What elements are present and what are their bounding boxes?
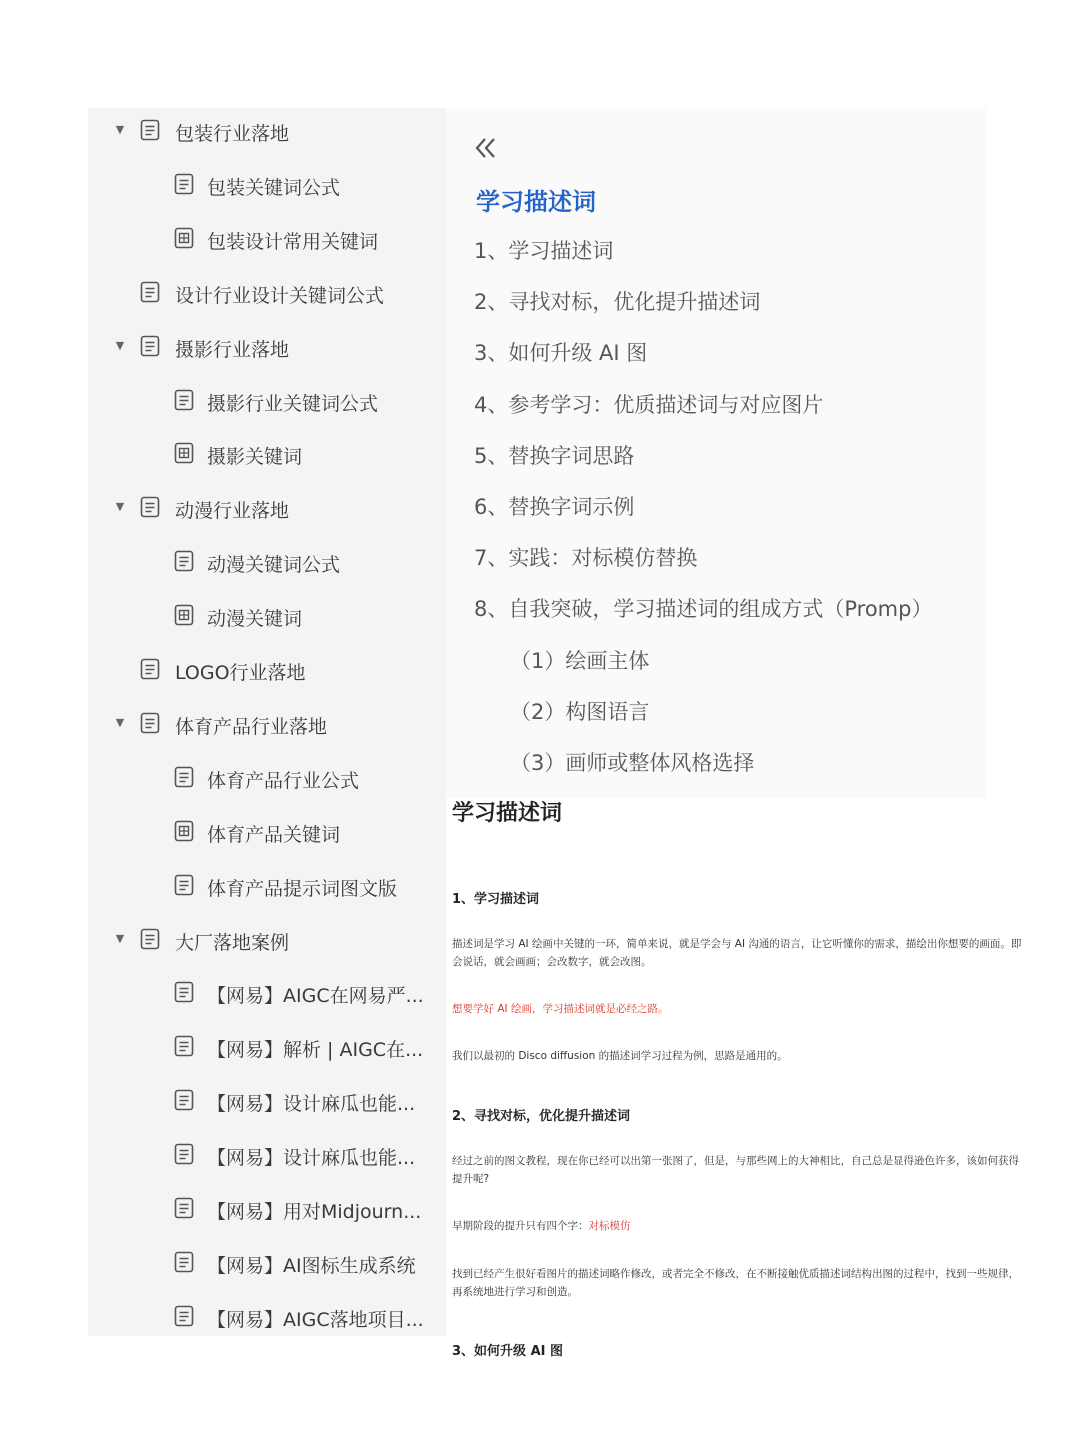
- sidebar-item-label: 体育产品行业落地: [175, 715, 328, 738]
- sidebar-item-label: 体育产品行业公式: [207, 769, 360, 792]
- sidebar-tree: [88, 108, 446, 1336]
- section1-paragraph-1: 描述词是学习 AI 绘画中关键的一环，简单来说，就是学会与 AI 沟通的语言，让它听懂你的需求，描绘出你想要的画面。即会说话，就会画画；会改数字，就会改图。: [452, 938, 1022, 968]
- sidebar-item-label: 体育产品提示词图文版: [207, 877, 398, 900]
- caret-down-icon[interactable]: ▼: [115, 338, 125, 352]
- sidebar-item-label: 【网易】用对Midjourn...: [207, 1201, 422, 1223]
- doc-icon: [174, 981, 194, 1003]
- sidebar-item[interactable]: [88, 1026, 446, 1066]
- sidebar-item-label: 动漫行业落地: [175, 500, 290, 523]
- caret-down-icon[interactable]: ▼: [115, 715, 125, 729]
- section1-paragraph-3: 我们以最初的 Disco diffusion 的描述词学习过程为例，思路是通用的。: [452, 1050, 788, 1062]
- sidebar-item-label: 大厂落地案例: [175, 931, 290, 954]
- toc-item[interactable]: 5、替换字词思路: [474, 443, 635, 468]
- sidebar-item[interactable]: [88, 1296, 446, 1336]
- toc-item[interactable]: （1）绘画主体: [510, 648, 650, 673]
- sheet-icon: [174, 442, 194, 464]
- toc-item[interactable]: 8、自我突破，学习描述词的组成方式（Promp）: [474, 597, 933, 622]
- sidebar-item-label: 摄影关键词: [207, 446, 303, 469]
- sidebar-item[interactable]: [88, 649, 446, 689]
- caret-down-icon[interactable]: ▼: [115, 931, 125, 945]
- sidebar-item-label: 摄影行业关键词公式: [207, 392, 379, 415]
- toc-item[interactable]: 3、如何升级 AI 图: [474, 341, 648, 366]
- sidebar-item-label: 包装行业落地: [175, 123, 290, 145]
- section-heading-1: 1、学习描述词: [452, 892, 540, 907]
- sidebar-item[interactable]: [88, 1134, 446, 1174]
- article-title: 学习描述词: [452, 801, 563, 826]
- sidebar-item-label: 摄影行业落地: [175, 338, 290, 361]
- sidebar-item[interactable]: [88, 1080, 446, 1120]
- doc-icon: [174, 1143, 194, 1165]
- doc-icon: [174, 1305, 194, 1327]
- doc-icon: [140, 335, 160, 357]
- toc-title[interactable]: 学习描述词: [476, 188, 596, 216]
- sidebar-item-label: 包装设计常用关键词: [207, 230, 379, 253]
- double-chevron-left-icon[interactable]: [472, 134, 500, 162]
- sidebar-item[interactable]: [88, 865, 446, 905]
- toc-item[interactable]: 1、学习描述词: [474, 239, 614, 263]
- sidebar-item[interactable]: [88, 541, 446, 581]
- sidebar-item[interactable]: [88, 218, 446, 258]
- section2-paragraph-2: [452, 1217, 1028, 1235]
- doc-icon: [174, 1251, 194, 1273]
- sidebar-item[interactable]: [88, 1242, 446, 1282]
- doc-icon: [174, 1035, 194, 1057]
- section2-paragraph-1: 经过之前的图文教程，现在你已经可以出第一张图了，但是，与那些网上的大神相比，自己总是显得逊色许多，该如何获得提升呢?: [452, 1155, 1019, 1185]
- doc-icon: [140, 281, 160, 303]
- sidebar-item[interactable]: [88, 164, 446, 204]
- section2-p2-highlight: 对标模仿: [588, 1220, 631, 1232]
- sidebar-item[interactable]: [88, 110, 446, 150]
- toc-item[interactable]: 4、参考学习：优质描述词与对应图片: [474, 392, 824, 417]
- sheet-icon: [174, 227, 194, 249]
- sidebar-item[interactable]: [88, 326, 446, 366]
- doc-icon: [174, 766, 194, 788]
- sheet-icon: [174, 604, 194, 626]
- sidebar-item[interactable]: [88, 919, 446, 959]
- doc-icon: [174, 874, 194, 896]
- sheet-icon: [174, 820, 194, 842]
- sidebar-item[interactable]: [88, 380, 446, 420]
- doc-icon: [174, 550, 194, 572]
- sidebar-item-label: 【网易】解析 | AIGC在...: [207, 1039, 424, 1062]
- sidebar-item-label: 【网易】设计麻瓜也能...: [207, 1093, 416, 1116]
- caret-down-icon[interactable]: ▼: [115, 123, 125, 136]
- sidebar-item-label: LOGO行业落地: [175, 662, 306, 684]
- toc-item[interactable]: 7、实践：对标模仿替换: [474, 546, 698, 571]
- doc-icon: [140, 658, 160, 680]
- section1-highlight-paragraph: 想要学好 AI 绘画，学习描述词就是必经之路。: [452, 1003, 669, 1015]
- sidebar-item[interactable]: [88, 433, 446, 473]
- doc-icon: [174, 1197, 194, 1219]
- section2-paragraph-3: 找到已经产生很好看图片的描述词略作修改，或者完全不修改，在不断接触优质描述词结构出图的过程中，找到一些规律，再系统地进行学习和创造。: [452, 1268, 1019, 1298]
- toc-item[interactable]: 6、替换字词示例: [474, 495, 635, 519]
- section2-p2-prefix: 早期阶段的提升只有四个字：: [452, 1220, 589, 1232]
- sidebar-item[interactable]: [88, 595, 446, 635]
- sidebar-item[interactable]: [88, 1188, 446, 1228]
- doc-icon: [140, 712, 160, 734]
- sidebar-item-label: 【网易】AI图标生成系统: [207, 1254, 416, 1277]
- sidebar-item-label: 体育产品关键词: [207, 823, 341, 846]
- sidebar-item-label: 动漫关键词: [207, 608, 303, 631]
- section-heading-3: 3、如何升级 AI 图: [452, 1344, 563, 1359]
- table-of-contents: [446, 108, 986, 798]
- sidebar-item-label: 动漫关键词公式: [207, 554, 341, 577]
- section-heading-2: 2、寻找对标，优化提升描述词: [452, 1109, 631, 1124]
- doc-icon: [174, 1089, 194, 1111]
- sidebar-item[interactable]: [88, 487, 446, 527]
- doc-icon: [174, 173, 194, 195]
- sidebar-item-label: 设计行业设计关键词公式: [175, 284, 385, 307]
- toc-item[interactable]: （2）构图语言: [510, 699, 650, 724]
- toc-item[interactable]: （3）画师或整体风格选择: [510, 751, 755, 775]
- doc-icon: [140, 496, 160, 518]
- caret-down-icon[interactable]: ▼: [115, 500, 125, 514]
- sidebar-item-label: 【网易】设计麻瓜也能...: [207, 1147, 416, 1170]
- doc-icon: [140, 119, 160, 141]
- sidebar-item[interactable]: [88, 811, 446, 851]
- sidebar-item[interactable]: [88, 703, 446, 743]
- doc-icon: [140, 928, 160, 950]
- toc-item[interactable]: 2、寻找对标，优化提升描述词: [474, 290, 761, 315]
- sidebar-item-label: 【网易】AIGC落地项目...: [207, 1308, 424, 1331]
- doc-icon: [174, 389, 194, 411]
- sidebar-item-label: 【网易】AIGC在网易严...: [207, 985, 424, 1008]
- sidebar-item-label: 包装关键词公式: [207, 176, 341, 199]
- sidebar-item[interactable]: [88, 972, 446, 1012]
- sidebar-item[interactable]: [88, 272, 446, 312]
- sidebar-item[interactable]: [88, 757, 446, 797]
